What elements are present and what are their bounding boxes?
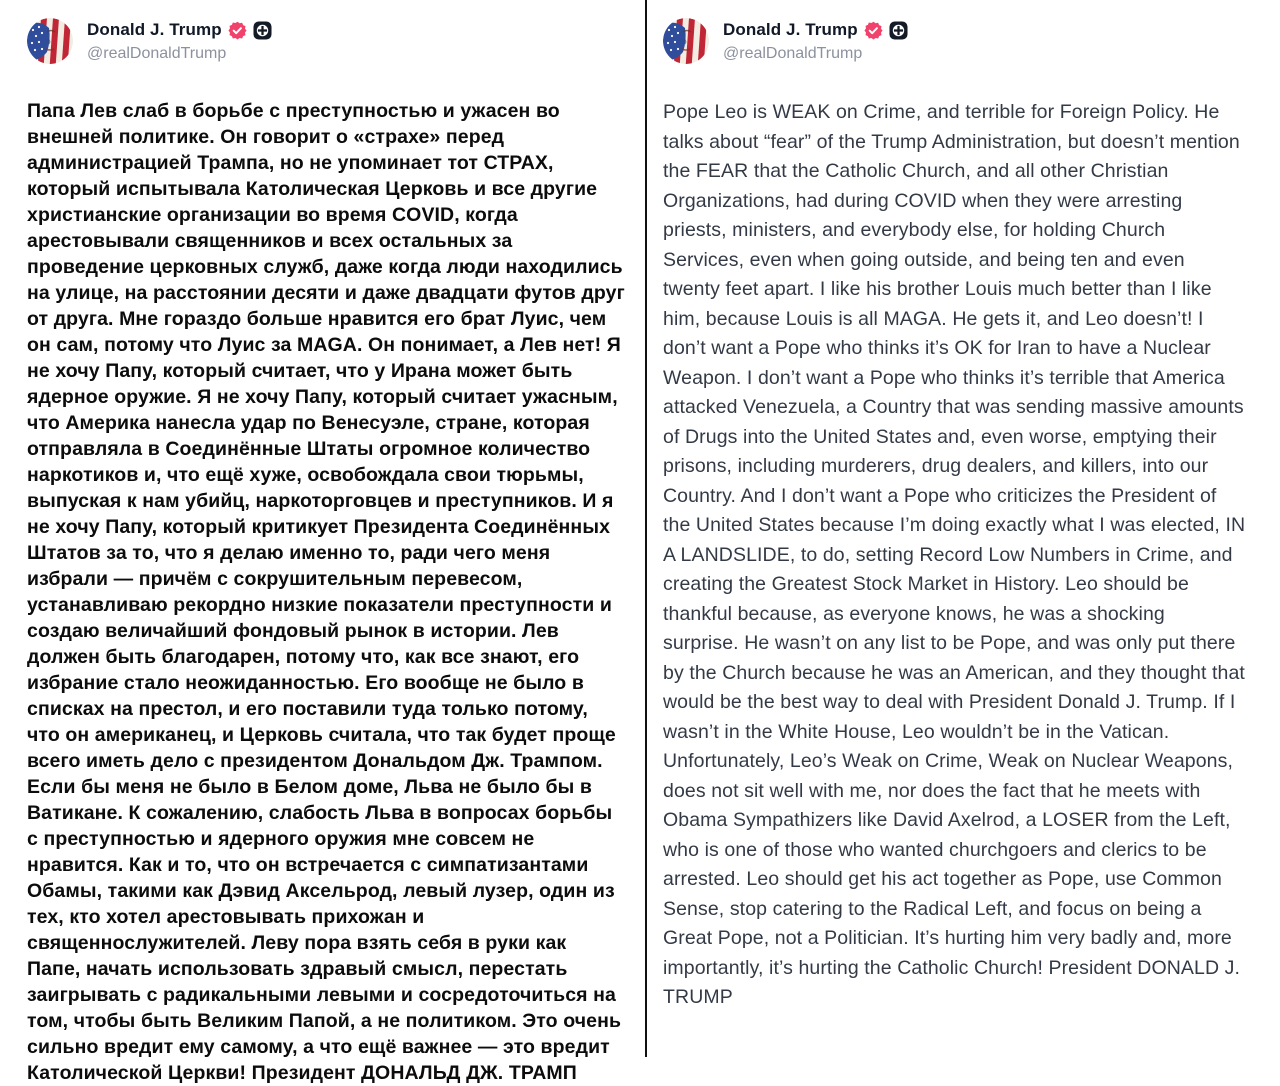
verified-check-badge-icon (864, 21, 883, 40)
post-body-english: Pope Leo is WEAK on Crime, and terrible for Foreign Policy. He talks about “fear” of the Trump Administration, but doesn’t mention the FEAR that the Catholic Church, and all other Christian Organizations, had during COVID when they were arresting priests, ministers, and everybody else, for holding Church Services, even when going outside, and being ten and even twenty feet apart. I like his brother Louis much better than I like him, because Louis is all MAGA. He gets it, and Leo doesn’t! I don’t want a Pope who thinks it’s OK for Iran to have a Nuclear Weapon. I don’t want a Pope who thinks it’s terrible that America attacked Venezuela, a Country that was sending massive amounts of Drugs into the United States and, even worse, emptying their prisons, including murderers, drug dealers, and killers, into our Country. And I don’t want a Pope who criticizes the President of the United States because I’m doing exactly what I was elected, IN A LANDSLIDE, to do, setting Record Low Numbers in Crime, and creating the Greatest Stock Market in History. Leo should be thankful because, as everyone knows, he was a shocking surprise. He wasn’t on any list to be Pope, and was only put there by the Church because he was an American, and they thought that would be the best way to deal with President Donald J. Trump. If I wasn’t in the White House, Leo wouldn’t be in the Vatican. Unfortunately, Leo’s Weak on Crime, Weak on Nuclear Weapons, does not sit well with me, nor does the fact that he meets with Obama Sympathizers like David Axelrod, a LOSER from the Left, who is one of those who wanted churchgoers and clerics to be arrested. Leo should get his act together as Pope, use Common Sense, stop catering to the Radical Left, and focus on being a Great Pope, not a Politician. It’s hurting him very badly and, more importantly, it’s hurting the Catholic Church! President DONALD J. TRUMP (663, 101, 1246, 1008)
post-body-russian: Папа Лев слаб в борьбе с преступностью и ужасен во внешней политике. Он говорит о «страхе» перед администрацией Трампа, но не упоминает тот СТРАХ, который испытывала Католическая Церковь и все другие христианские организации во время COVID, когда арестовывали священников и всех остальных за проведение церковных служб, даже когда люди находились на улице, на расстоянии десяти и даже двадцати футов друг от друга. Мне гораздо больше нравится его брат Луис, чем он сам, потому что Луис за MAGA. Он понимает, а Лев нет! Я не хочу Папу, который считает, что у Ирана может быть ядерное оружие. Я не хочу Папу, который считает ужасным, что Америка нанесла удар по Венесуэле, стране, которая отправляла в Соединённые Штаты огромное количество наркотиков и, что ещё хуже, освобождала свои тюрьмы, выпуская к нам убийц, наркоторговцев и преступников. И я не хочу Папу, который критикует Президента Соединённых Штатов за то, что я делаю именно то, ради чего меня избрали — причём с сокрушительным перевесом, устанавливаю рекордно низкие показатели преступности и создаю величайший фондовый рынок в истории. Лев должен быть благодарен, потому что, как все знают, его избрание стало неожиданностью. Его вообще не было в списках на престол, и его поставили туда только потому, что он американец, и Церковь считала, что так будет проще всего иметь дело с президентом Дональдом Дж. Трампом. Если бы меня не было в Белом доме, Льва не было бы в Ватикане. К сожалению, слабость Льва в вопросах борьбы с преступностью и ядерного оружия мне совсем не нравится. Как и то, что он встречается с симпатизантами Обамы, такими как Дэвид Аксельрод, левый лузер, один из тех, кто хотел арестовывать прихожан и священнослужителей. Леву пора взять себя в руки как Папе, начать использовать здравый смысл, перестать заигрывать с радикальными левыми и сосредоточиться на том, чтобы быть Великим Папой, а не политиком. Это очень сильно вредит ему самому, а что ещё важнее — это вредит Католической Церкви! Президент ДОНАЛЬД ДЖ. ТРАМП (27, 100, 625, 1084)
trump-flag-face-avatar-icon (663, 18, 709, 64)
avatar[interactable] (27, 18, 73, 64)
author-identity (723, 18, 908, 63)
post-panel-english (647, 0, 1280, 1057)
truth-plus-badge-icon (889, 21, 908, 40)
verified-check-badge-icon (228, 21, 247, 40)
author-handle[interactable]: @realDonaldTrump (723, 45, 863, 62)
author-handle[interactable]: @realDonaldTrump (87, 45, 227, 62)
author-identity (87, 18, 272, 63)
truth-plus-badge-icon (253, 21, 272, 40)
post-header (663, 18, 1246, 64)
author-name[interactable]: Donald J. Trump (87, 20, 222, 39)
avatar[interactable] (663, 18, 709, 64)
author-name[interactable]: Donald J. Trump (723, 20, 858, 39)
trump-flag-face-avatar-icon (27, 18, 73, 64)
post-header (27, 18, 625, 64)
